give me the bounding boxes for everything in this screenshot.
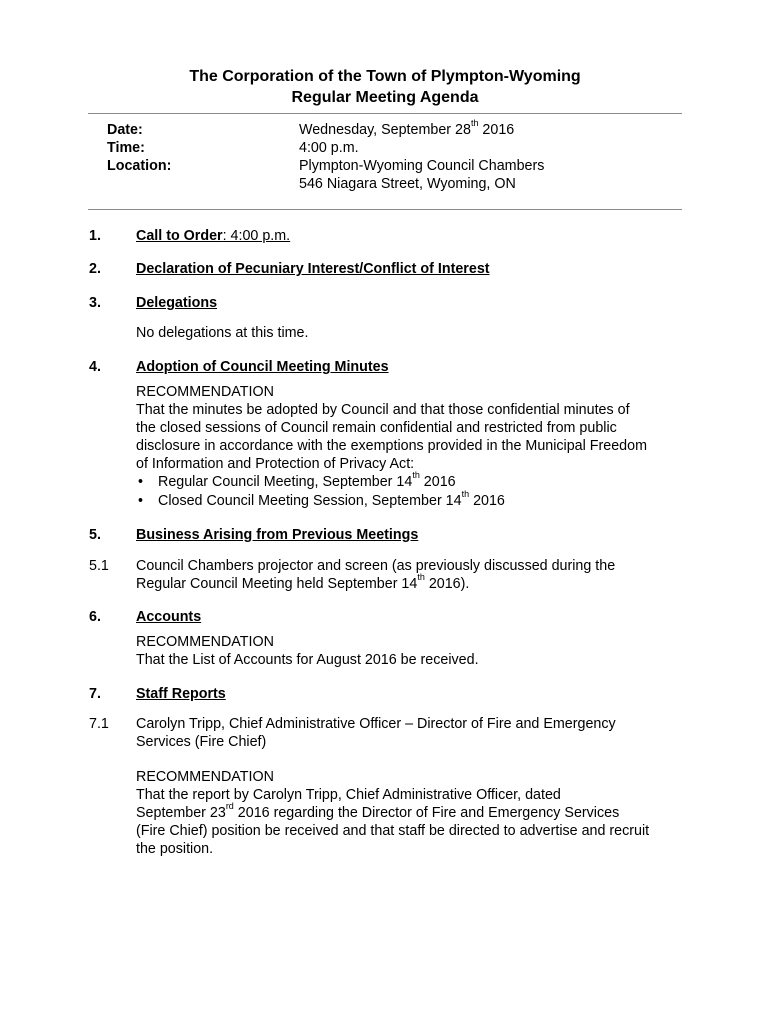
recommendation-label: RECOMMENDATION xyxy=(136,769,274,785)
staff-report-text-line: That the report by Carolyn Tripp, Chief Administrative Officer, dated xyxy=(136,787,561,803)
recommendation-label: RECOMMENDATION xyxy=(136,634,274,650)
document-title: The Corporation of the Town of Plympton-Wyoming xyxy=(189,68,581,85)
bullet-icon: • xyxy=(138,493,144,509)
date-value: Wednesday, September 28th 2016 xyxy=(299,118,515,138)
item-number: 4. xyxy=(89,359,101,375)
staff-report-text-line: the position. xyxy=(136,841,214,857)
item-number: 6. xyxy=(89,609,101,625)
item-heading-accounts: Accounts xyxy=(136,609,202,625)
item-number: 7. xyxy=(89,686,101,702)
recommendation-label: RECOMMENDATION xyxy=(136,384,274,400)
accounts-text: That the List of Accounts for August 2016 be received. xyxy=(136,652,479,668)
minutes-text-line: the closed sessions of Council remain confidential and restricted from public xyxy=(136,420,617,436)
item-heading-staff-reports: Staff Reports xyxy=(136,686,226,702)
item-heading-delegations: Delegations xyxy=(136,295,218,311)
item-heading-call-to-order: Call to Order: 4:00 p.m. xyxy=(136,228,291,244)
item-heading-declaration: Declaration of Pecuniary Interest/Conflict of Interest xyxy=(136,261,490,277)
time-label: Time: xyxy=(107,140,145,156)
date-label: Date: xyxy=(107,122,143,138)
item-number: 1. xyxy=(89,228,101,244)
bullet-item-regular-meeting: Regular Council Meeting, September 14th 2016 xyxy=(158,470,456,490)
staff-report-text-line: September 23rd 2016 regarding the Director of Fire and Emergency Services xyxy=(136,801,620,821)
bullet-item-closed-session: Closed Council Meeting Session, September 14th 2016 xyxy=(158,489,505,509)
location-value-line2: 546 Niagara Street, Wyoming, ON xyxy=(299,176,516,192)
location-value-line1: Plympton-Wyoming Council Chambers xyxy=(299,158,545,174)
staff-report-text-line: (Fire Chief) position be received and that staff be directed to advertise and recruit xyxy=(136,823,650,839)
subitem-number: 5.1 xyxy=(89,558,109,574)
bullet-icon: • xyxy=(138,474,144,490)
item-heading-business-arising: Business Arising from Previous Meetings xyxy=(136,527,419,543)
time-value: 4:00 p.m. xyxy=(299,140,359,156)
top-divider xyxy=(88,113,682,114)
item-number: 2. xyxy=(89,261,101,277)
minutes-text-line: of Information and Protection of Privacy Act: xyxy=(136,456,415,472)
document-subtitle: Regular Meeting Agenda xyxy=(291,89,479,106)
subitem-text-line: Regular Council Meeting held September 14th 2016). xyxy=(136,572,470,592)
item-number: 3. xyxy=(89,295,101,311)
subitem-number: 7.1 xyxy=(89,716,109,732)
location-label: Location: xyxy=(107,158,172,174)
item-heading-minutes: Adoption of Council Meeting Minutes xyxy=(136,359,389,375)
subitem-text-line: Carolyn Tripp, Chief Administrative Officer – Director of Fire and Emergency xyxy=(136,716,616,732)
minutes-text-line: disclosure in accordance with the exemptions provided in the Municipal Freedom xyxy=(136,438,647,454)
subitem-text-line: Council Chambers projector and screen (as previously discussed during the xyxy=(136,558,616,574)
item-number: 5. xyxy=(89,527,101,543)
minutes-text-line: That the minutes be adopted by Council and that those confidential minutes of xyxy=(136,402,630,418)
meta-divider xyxy=(88,209,682,210)
subitem-text-line: Services (Fire Chief) xyxy=(136,734,267,750)
delegations-text: No delegations at this time. xyxy=(136,325,309,341)
